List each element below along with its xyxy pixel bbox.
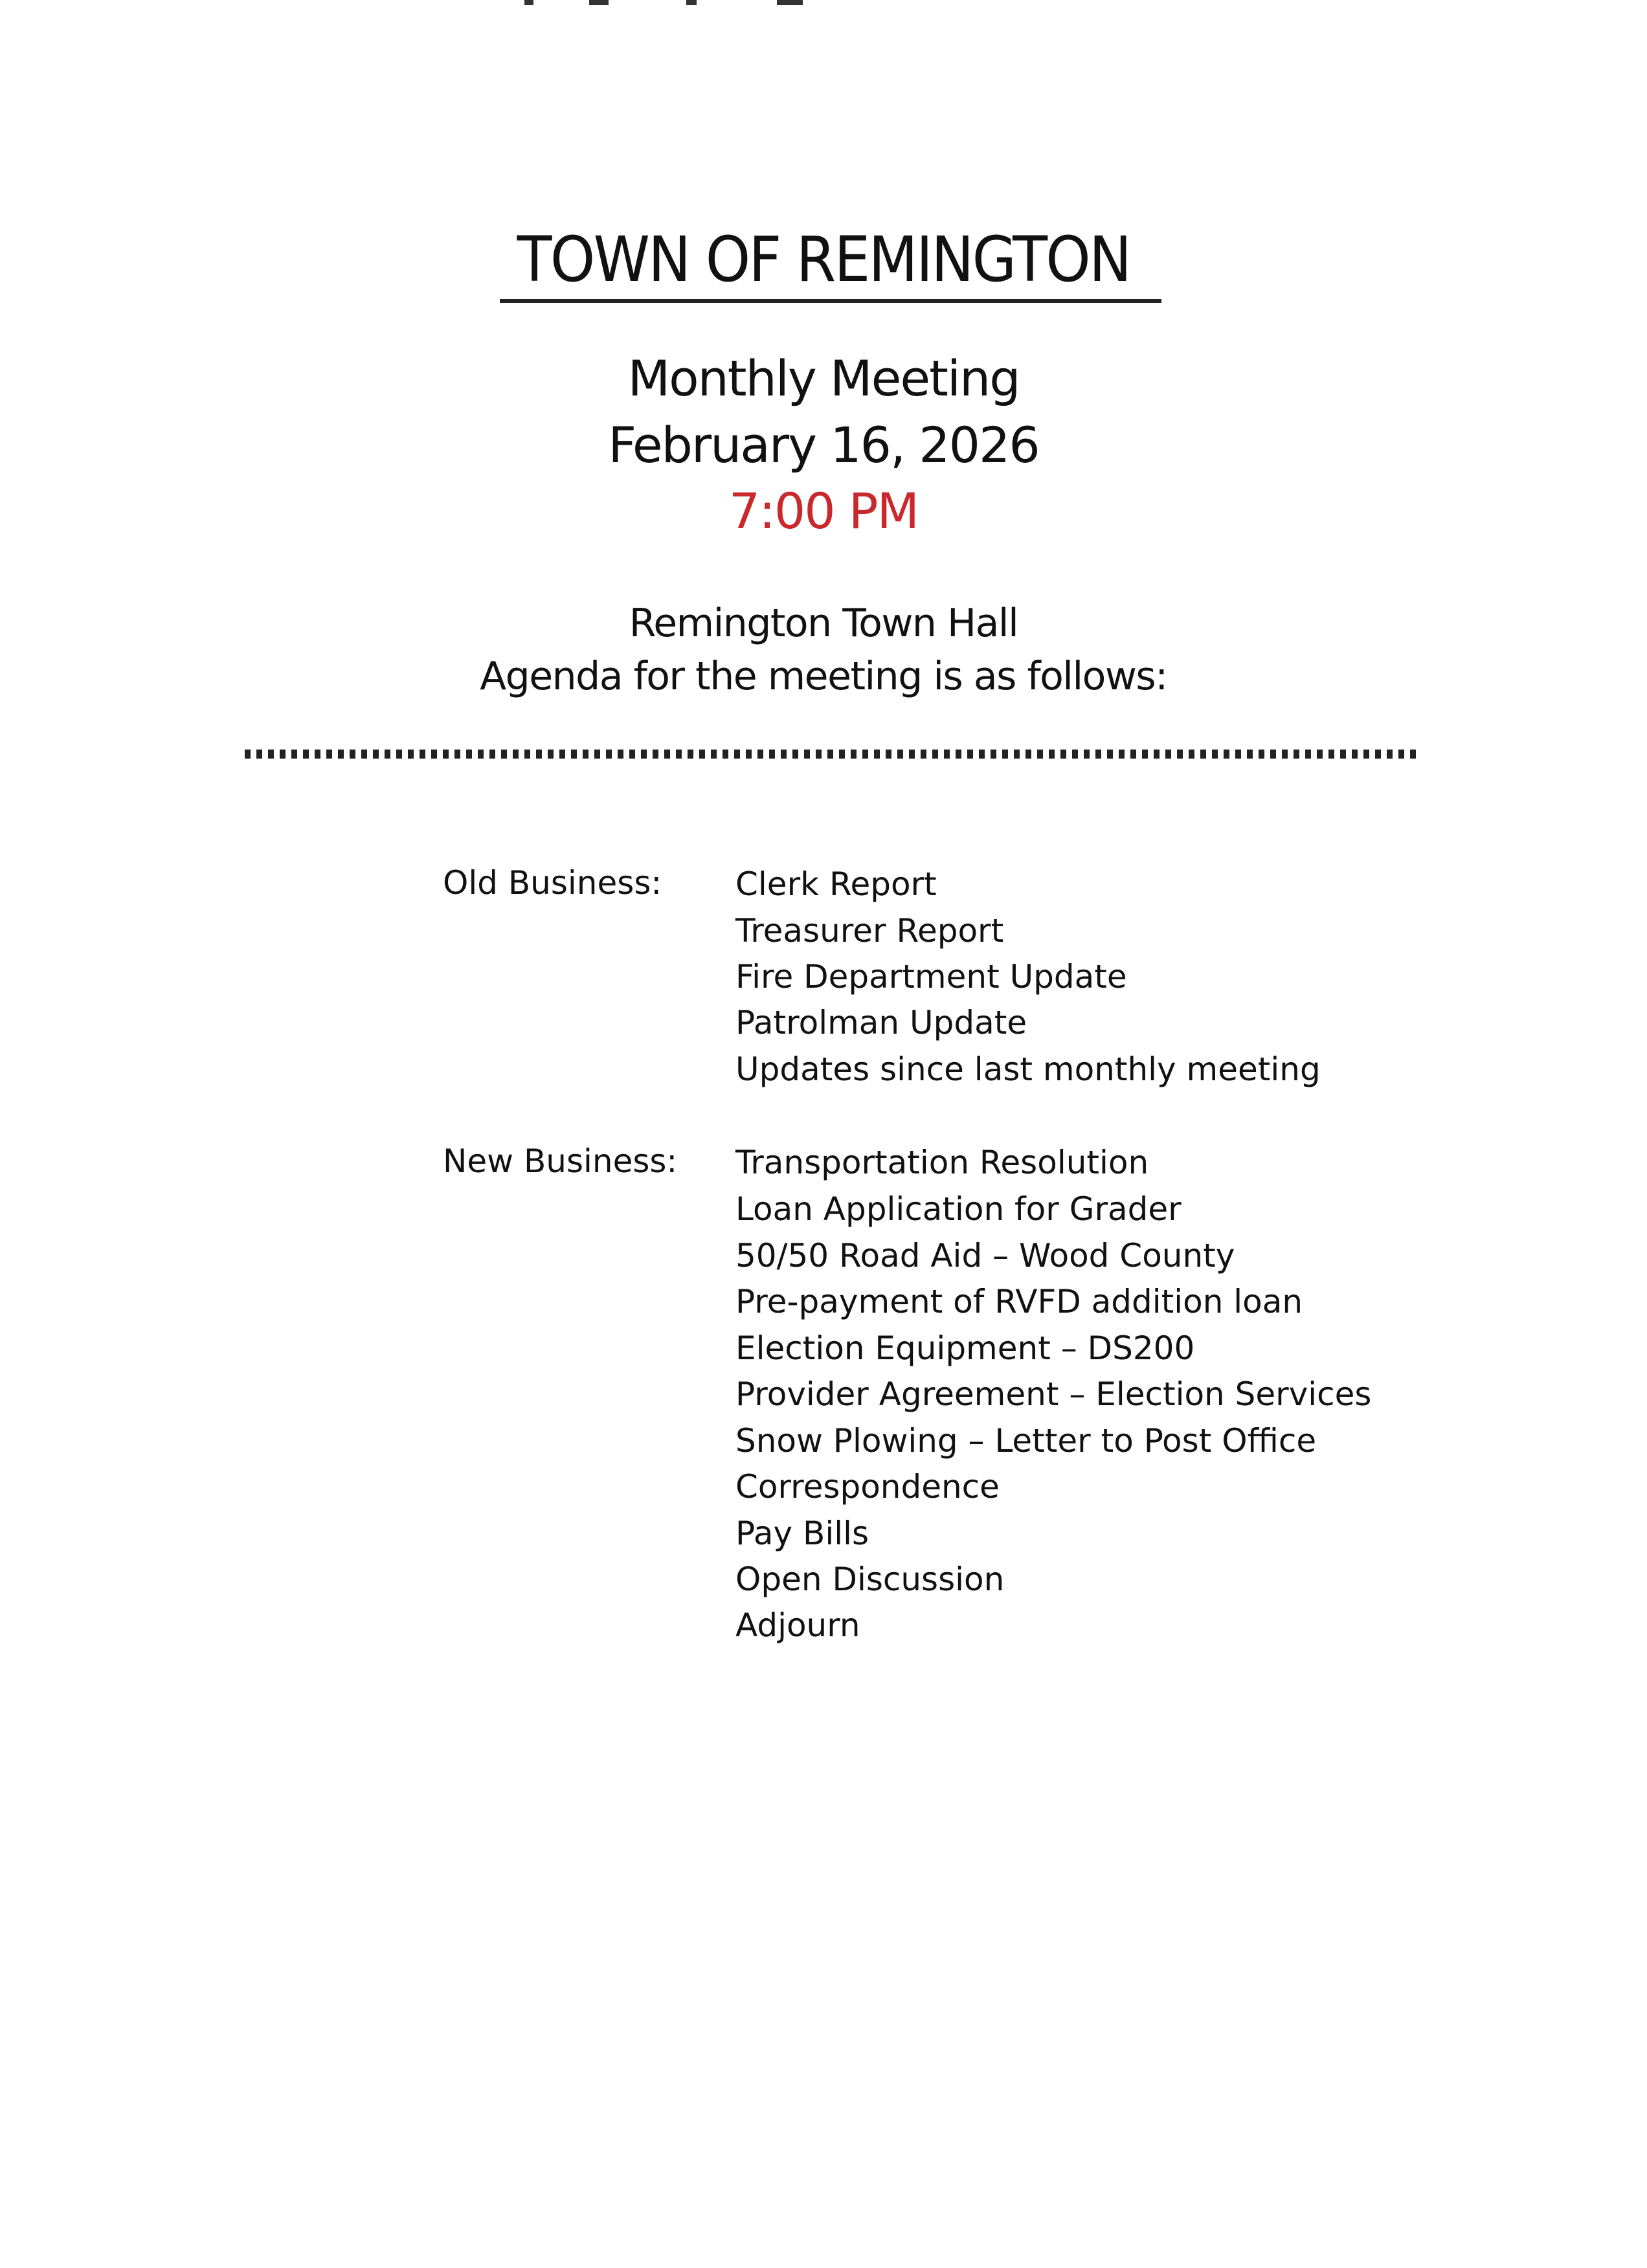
list-item: Snow Plowing – Letter to Post Office xyxy=(735,1422,1317,1460)
scan-artifact xyxy=(524,0,533,5)
meeting-date: February 16, 2026 xyxy=(608,416,1039,474)
list-item: Provider Agreement – Election Services xyxy=(735,1375,1372,1413)
list-item: Updates since last monthly meeting xyxy=(735,1051,1321,1088)
scan-artifact xyxy=(777,0,803,5)
scan-artifact xyxy=(589,0,609,5)
new-business-label: New Business: xyxy=(443,1142,678,1180)
list-item: Pre-payment of RVFD addition loan xyxy=(735,1283,1303,1320)
list-item: 50/50 Road Aid – Wood County xyxy=(735,1237,1235,1274)
list-item: Adjourn xyxy=(735,1606,860,1644)
list-item: Fire Department Update xyxy=(735,958,1127,995)
list-item: Pay Bills xyxy=(735,1515,869,1552)
list-item: Treasurer Report xyxy=(735,912,1004,950)
list-item: Patrolman Update xyxy=(735,1004,1027,1041)
list-item: Election Equipment – DS200 xyxy=(735,1329,1195,1367)
list-item: Open Discussion xyxy=(735,1561,1005,1598)
old-business-label: Old Business: xyxy=(443,864,662,902)
document-title: TOWN OF REMINGTON xyxy=(517,223,1130,296)
list-item: Loan Application for Grader xyxy=(735,1190,1182,1228)
list-item: Clerk Report xyxy=(735,865,937,903)
meeting-location: Remington Town Hall xyxy=(629,601,1018,646)
agenda-intro: Agenda for the meeting is as follows: xyxy=(480,654,1167,699)
meeting-type: Monthly Meeting xyxy=(627,350,1020,407)
scan-artifact xyxy=(686,0,697,5)
dotted-divider xyxy=(245,750,1417,759)
list-item: Transportation Resolution xyxy=(735,1144,1149,1181)
meeting-time: 7:00 PM xyxy=(728,482,919,540)
list-item: Correspondence xyxy=(735,1468,1000,1506)
title-underline xyxy=(500,299,1161,303)
